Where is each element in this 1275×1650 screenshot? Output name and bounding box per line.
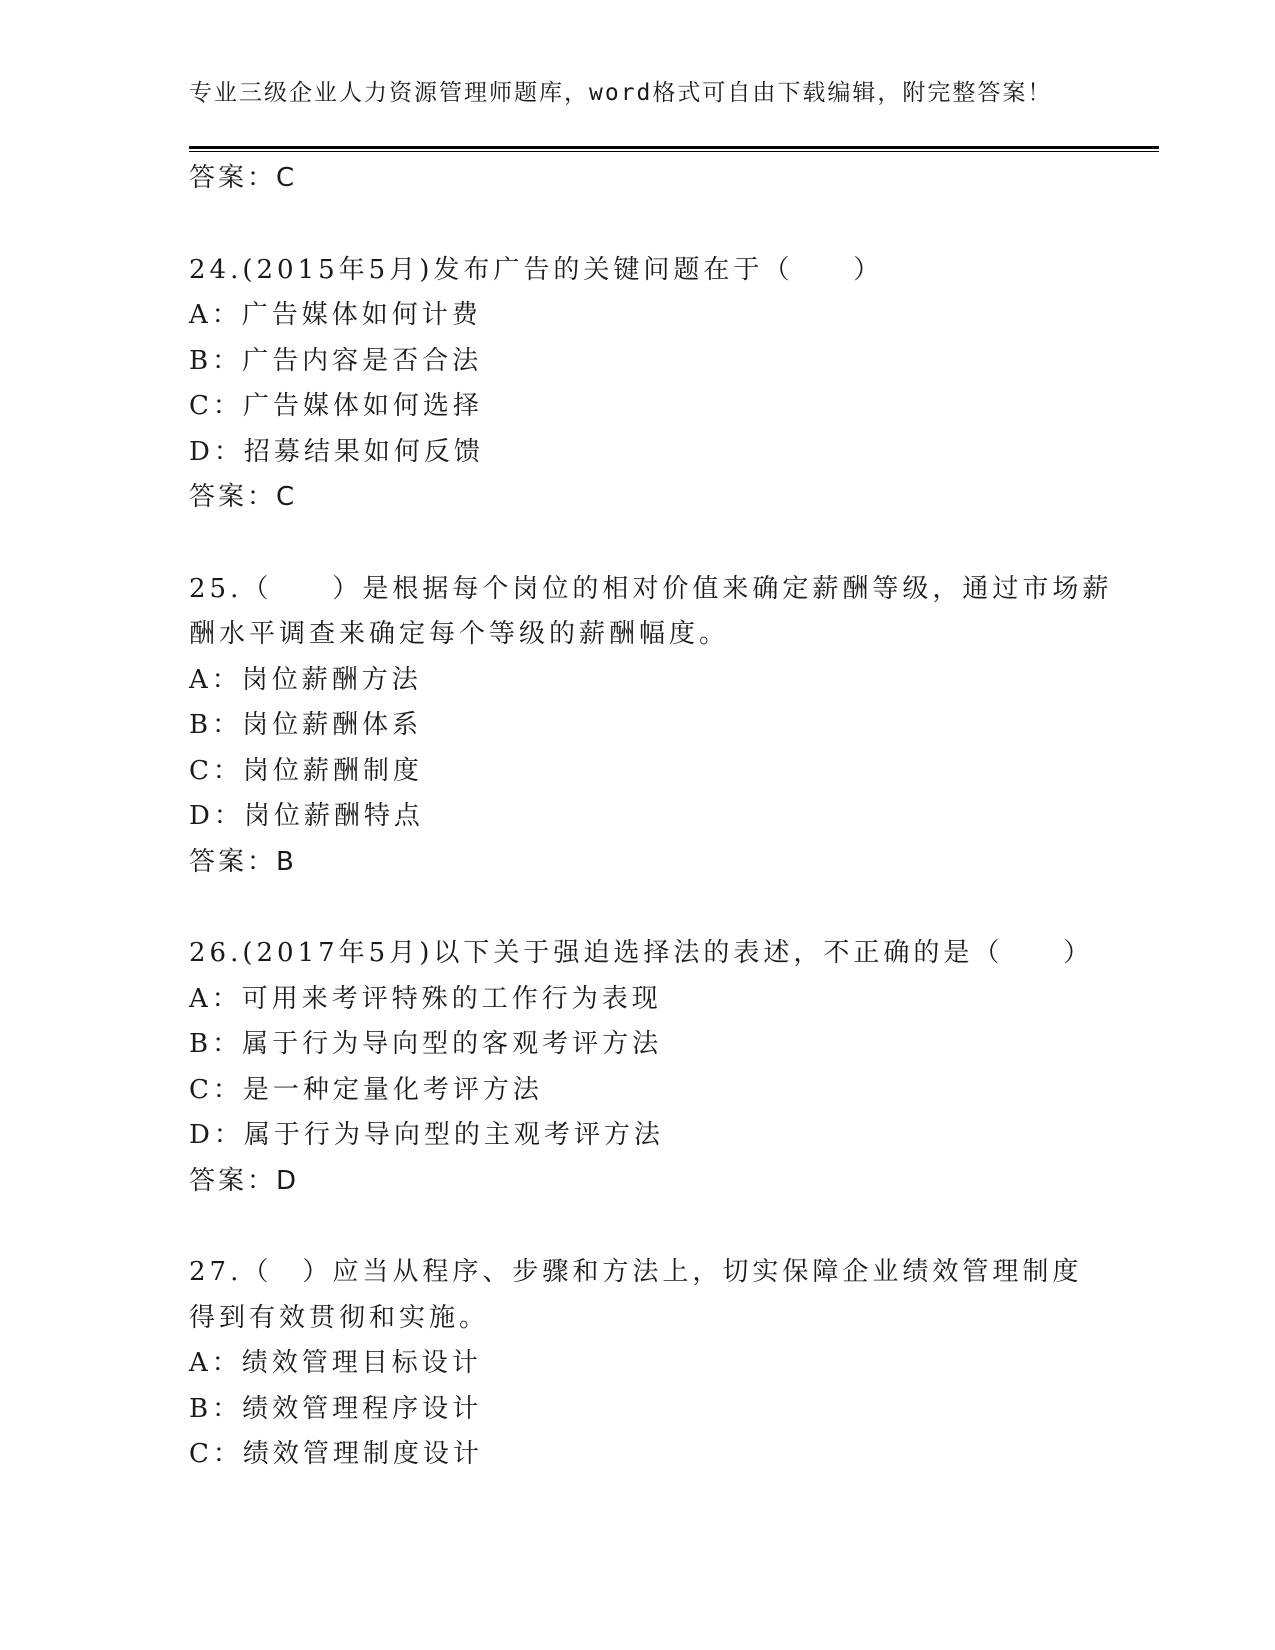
option-b: B：岗位薪酬体系: [189, 710, 423, 740]
question-content: [189, 156, 1113, 1478]
option-b: B：广告内容是否合法: [189, 345, 483, 376]
page-header: 专业三级企业人力资源管理师题库，word格式可自由下载编辑，附完整答案！: [189, 80, 1053, 106]
question-24: [189, 248, 1089, 521]
option-a: A：可用来考评特殊的工作行为表现: [189, 983, 662, 1014]
header-rule-thin: [189, 151, 1159, 152]
option-c: C：是一种定量化考评方法: [189, 1074, 543, 1105]
question-stem: 27.（ ）应当从程序、步骤和方法上，切实保障企业绩效管理制度: [189, 1257, 1083, 1287]
option-c: C：广告媒体如何选择: [189, 391, 483, 421]
answer: 答案：B: [189, 846, 297, 877]
option-c: C：绩效管理制度设计: [189, 1439, 483, 1469]
option-c: C：岗位薪酬制度: [189, 755, 423, 786]
question-stem: 24.(2015年5月)发布广告的关键问题在于（ ）: [189, 254, 884, 285]
option-b: B：绩效管理程序设计: [189, 1393, 483, 1424]
previous-answer: 答案：C: [189, 163, 298, 193]
question-26: [189, 931, 1094, 1204]
question-stem: 25.（ ）是根据每个岗位的相对价值来确定薪酬等级，通过市场薪: [189, 573, 1113, 604]
question-stem-continued: 得到有效贯彻和实施。: [189, 1302, 490, 1333]
question-stem: 26.(2017年5月)以下关于强迫选择法的表述，不正确的是（ ）: [189, 938, 1094, 968]
option-a: A：广告媒体如何计费: [189, 300, 482, 330]
answer: 答案：D: [189, 1165, 300, 1196]
header-double-rule: [189, 146, 1159, 153]
question-27: [189, 1250, 1089, 1478]
question-25: [189, 567, 1113, 886]
answer: 答案：C: [189, 482, 298, 512]
option-d: D：属于行为导向型的主观考评方法: [189, 1120, 664, 1150]
question-stem-continued: 酬水平调查来确定每个等级的薪酬幅度。: [189, 619, 730, 649]
option-a: A：岗位薪酬方法: [189, 664, 422, 695]
header-rule-thick: [189, 146, 1159, 149]
option-d: D：招募结果如何反馈: [189, 436, 484, 467]
option-b: B：属于行为导向型的客观考评方法: [189, 1029, 663, 1059]
option-a: A：绩效管理目标设计: [189, 1348, 482, 1378]
option-d: D：岗位薪酬特点: [189, 801, 424, 831]
